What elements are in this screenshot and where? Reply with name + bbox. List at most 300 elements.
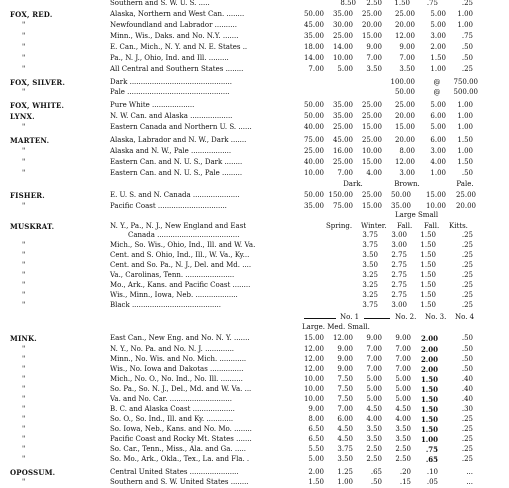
table-row bbox=[0, 111, 509, 122]
price: 1.00 bbox=[420, 435, 438, 444]
price: 7.00 bbox=[395, 365, 411, 373]
price: 5.00 bbox=[430, 10, 446, 18]
ditto: " bbox=[22, 251, 26, 259]
price: 2.50 bbox=[366, 0, 382, 7]
column-heading: No. 2. bbox=[395, 313, 417, 321]
price: 6.00 bbox=[430, 112, 446, 120]
price: 7.00 bbox=[366, 365, 382, 373]
column-heading: Kitts. bbox=[449, 222, 468, 230]
ditto: " bbox=[22, 415, 26, 423]
price: .40 bbox=[461, 395, 473, 403]
price: .15 bbox=[399, 478, 411, 486]
table-row bbox=[0, 157, 509, 168]
table-row bbox=[0, 210, 509, 221]
price: .65 bbox=[425, 455, 438, 464]
region: Va., Carolinas, Tenn. ...................... bbox=[110, 271, 235, 279]
table-row bbox=[0, 9, 509, 20]
section-label: MARTEN. bbox=[10, 136, 50, 145]
table-row bbox=[0, 42, 509, 53]
price: 1.00 bbox=[337, 478, 353, 486]
price: 75.00 bbox=[332, 202, 353, 210]
table-row bbox=[0, 477, 509, 488]
price: 1.00 bbox=[457, 112, 473, 120]
section-label: FOX, WHITE. bbox=[10, 101, 65, 110]
price: 5.00 bbox=[366, 395, 382, 403]
price: 2.50 bbox=[366, 455, 382, 463]
price: 1.50 bbox=[457, 136, 473, 144]
price: 7.50 bbox=[337, 375, 353, 383]
ditto: " bbox=[22, 261, 26, 269]
price: .25 bbox=[461, 0, 473, 7]
price: .25 bbox=[461, 241, 473, 249]
ditto: " bbox=[22, 147, 26, 155]
price: 25.00 bbox=[332, 158, 353, 166]
region: Mich., So. Wis., Ohio, Ind., Ill. and W. Va. bbox=[110, 241, 256, 249]
region: Cent. and So. Pa., N. J., Del. and Md. .... bbox=[110, 261, 252, 269]
table-row bbox=[0, 146, 509, 157]
price: 1.00 bbox=[457, 101, 473, 109]
price: 2.00 bbox=[420, 345, 438, 354]
price: 25.00 bbox=[361, 136, 382, 144]
table-row bbox=[0, 322, 509, 333]
price: ... bbox=[466, 468, 473, 476]
price: 25.00 bbox=[361, 10, 382, 18]
ditto: " bbox=[22, 241, 26, 249]
ditto: " bbox=[22, 123, 26, 131]
table-row bbox=[0, 20, 509, 31]
price: 6.00 bbox=[430, 136, 446, 144]
price: 25.00 bbox=[455, 191, 476, 199]
price: 5.00 bbox=[337, 65, 353, 73]
price: 4.50 bbox=[366, 405, 382, 413]
price: 50.00 bbox=[303, 10, 324, 18]
price: 3.50 bbox=[366, 425, 382, 433]
price: 1.00 bbox=[430, 169, 446, 177]
table-row bbox=[0, 135, 509, 146]
region: Pale .............................................. bbox=[110, 88, 230, 96]
region: Wis., No. Iowa and Dakotas ............... bbox=[110, 365, 244, 373]
price: 1.00 bbox=[457, 10, 473, 18]
ditto: " bbox=[22, 169, 26, 177]
column-heading: Brown. bbox=[394, 180, 420, 188]
price: .25 bbox=[461, 415, 473, 423]
price: .25 bbox=[461, 455, 473, 463]
price: 1.50 bbox=[420, 261, 436, 269]
price: 3.50 bbox=[362, 261, 378, 269]
price: 16.00 bbox=[332, 147, 353, 155]
region: Wis., Minn., Iowa, Neb. ................... bbox=[110, 291, 238, 299]
price: 2.50 bbox=[395, 445, 411, 453]
price: 1.50 bbox=[420, 301, 436, 309]
price: 12.00 bbox=[332, 334, 353, 342]
price: 35.00 bbox=[332, 10, 353, 18]
price: 7.00 bbox=[366, 345, 382, 353]
region: E. Can., Mich., N. Y. and N. E. States .. bbox=[110, 43, 248, 51]
price: .40 bbox=[461, 385, 473, 393]
price: 25.00 bbox=[332, 32, 353, 40]
price: 2.00 bbox=[420, 334, 438, 343]
column-heading: Large Small bbox=[395, 211, 439, 219]
price: 20.00 bbox=[394, 21, 415, 29]
price: 3.25 bbox=[362, 281, 378, 289]
price: 8.00 bbox=[308, 415, 324, 423]
region: Pacific Coast ............................... bbox=[110, 202, 227, 210]
price: 4.00 bbox=[366, 169, 382, 177]
price: 8.50 bbox=[340, 0, 356, 7]
ditto: " bbox=[22, 435, 26, 443]
price: 1.50 bbox=[420, 281, 436, 289]
ditto: " bbox=[22, 365, 26, 373]
price: .05 bbox=[426, 478, 438, 486]
price: 7.00 bbox=[308, 65, 324, 73]
price: 7.50 bbox=[337, 385, 353, 393]
price: 20.00 bbox=[455, 202, 476, 210]
ditto: " bbox=[22, 455, 26, 463]
price: .25 bbox=[461, 65, 473, 73]
price: .10 bbox=[426, 468, 438, 476]
price: 7.00 bbox=[399, 54, 415, 62]
price: 150.00 bbox=[328, 191, 353, 199]
price: 2.50 bbox=[366, 445, 382, 453]
price: .25 bbox=[461, 251, 473, 259]
price: 3.75 bbox=[362, 231, 378, 239]
column-heading: No. 4 bbox=[455, 313, 475, 321]
region: So. Car., Tenn., Miss., Ala. and Ga. ..... bbox=[110, 445, 246, 453]
price: 15.00 bbox=[361, 158, 382, 166]
region: East Can., New Eng. and No. N. Y. ....... bbox=[110, 334, 250, 342]
price: 4.00 bbox=[430, 158, 446, 166]
price: 2.75 bbox=[391, 271, 407, 279]
price: 3.50 bbox=[399, 65, 415, 73]
price: .25 bbox=[461, 435, 473, 443]
price: 1.25 bbox=[337, 468, 353, 476]
price: 6.50 bbox=[308, 425, 324, 433]
price: 3.25 bbox=[362, 291, 378, 299]
price: 25.00 bbox=[361, 191, 382, 199]
price: .50 bbox=[461, 334, 473, 342]
price: 5.00 bbox=[430, 123, 446, 131]
region: Eastern Can. and N. U. S., Dark ........ bbox=[110, 158, 243, 166]
table-row bbox=[0, 87, 509, 98]
ditto: " bbox=[22, 385, 26, 393]
price: .50 bbox=[461, 365, 473, 373]
region: Eastern Canada and Northern U. S. ...... bbox=[110, 123, 252, 131]
price: 7.00 bbox=[366, 54, 382, 62]
price: .50 bbox=[461, 169, 473, 177]
price: 3.50 bbox=[362, 251, 378, 259]
price: 20.00 bbox=[394, 136, 415, 144]
price: 50.00 bbox=[390, 191, 411, 199]
region: Black ........................................ bbox=[110, 301, 221, 309]
price: 3.50 bbox=[366, 435, 382, 443]
price: 2.00 bbox=[430, 43, 446, 51]
price: 1.00 bbox=[457, 21, 473, 29]
ditto: " bbox=[22, 395, 26, 403]
region: N. Y., No. Pa. and No. N. J. ............. bbox=[110, 345, 235, 353]
ditto: " bbox=[22, 158, 26, 166]
price: 2.75 bbox=[391, 251, 407, 259]
price: 3.50 bbox=[395, 435, 411, 443]
price: 7.00 bbox=[366, 355, 382, 363]
price: 9.00 bbox=[337, 345, 353, 353]
price: 1.50 bbox=[430, 54, 446, 62]
price: .25 bbox=[461, 261, 473, 269]
price: .65 bbox=[370, 468, 382, 476]
column-heading: Winter. bbox=[361, 222, 387, 230]
price: 3.50 bbox=[395, 425, 411, 433]
price: 35.00 bbox=[303, 202, 324, 210]
table-row bbox=[0, 122, 509, 133]
price: 4.00 bbox=[366, 415, 382, 423]
region: Central United States ...................... bbox=[110, 468, 239, 476]
price: 25.00 bbox=[332, 123, 353, 131]
price: 9.00 bbox=[337, 365, 353, 373]
price: 1.50 bbox=[420, 271, 436, 279]
table-row bbox=[0, 53, 509, 64]
region: Newfoundland and Labrador .......... bbox=[110, 21, 237, 29]
price: 1.50 bbox=[420, 425, 438, 434]
region: Canada ..................................... bbox=[128, 231, 240, 239]
price: 14.00 bbox=[332, 43, 353, 51]
region: Dark .............................................. bbox=[110, 78, 232, 86]
region: Cent. and S. Ohio, Ind., Ill., W. Va., Ky... bbox=[110, 251, 250, 259]
column-heading: Large. Med. Small. bbox=[302, 323, 370, 331]
price: 7.00 bbox=[395, 345, 411, 353]
ditto: " bbox=[22, 405, 26, 413]
price: 40.00 bbox=[303, 123, 324, 131]
price: 1.50 bbox=[420, 385, 438, 394]
price: 4.50 bbox=[337, 425, 353, 433]
price: 9.00 bbox=[399, 43, 415, 51]
price: 3.75 bbox=[362, 241, 378, 249]
section-label: OPOSSUM. bbox=[10, 468, 56, 477]
price: 5.00 bbox=[366, 375, 382, 383]
ditto: " bbox=[22, 271, 26, 279]
region: Va. and No. Car. ............................ bbox=[110, 395, 232, 403]
region: Alaska, Labrador and N. W., Dark ....... bbox=[110, 136, 247, 144]
region: N. Y., Pa., N. J., New England and East bbox=[110, 222, 247, 230]
region: So. Pa., So. N. J., Del., Md. and W. Va. ... bbox=[110, 385, 252, 393]
price: 35.00 bbox=[390, 202, 411, 210]
price: 50.00 bbox=[303, 101, 324, 109]
region: Mich., No. O., No. Ind., No. Ill. .......... bbox=[110, 375, 243, 383]
price: 2.00 bbox=[420, 355, 438, 364]
price: 45.00 bbox=[303, 21, 324, 29]
region: Pure White ................... bbox=[110, 101, 195, 109]
price: 1.50 bbox=[420, 395, 438, 404]
price: 75.00 bbox=[303, 136, 324, 144]
price: 3.50 bbox=[337, 455, 353, 463]
ditto: " bbox=[22, 291, 26, 299]
price: 2.75 bbox=[391, 291, 407, 299]
price: 500.00 bbox=[453, 88, 478, 96]
ditto: " bbox=[22, 65, 26, 73]
price: 9.00 bbox=[366, 43, 382, 51]
price: 1.50 bbox=[394, 0, 410, 7]
price: 3.50 bbox=[366, 65, 382, 73]
column-heading: No. 3. bbox=[425, 313, 447, 321]
price: .25 bbox=[461, 445, 473, 453]
price: .25 bbox=[461, 425, 473, 433]
ditto: " bbox=[22, 375, 26, 383]
price: 10.00 bbox=[361, 147, 382, 155]
price: 7.00 bbox=[395, 355, 411, 363]
region: B. C. and Alaska Coast ................... bbox=[110, 405, 235, 413]
price: 15.00 bbox=[303, 334, 324, 342]
price: .75 bbox=[461, 32, 473, 40]
section-label: FOX, RED. bbox=[10, 10, 53, 19]
price: 10.00 bbox=[303, 395, 324, 403]
price: 20.00 bbox=[361, 21, 382, 29]
price: ... bbox=[466, 478, 473, 486]
section-label: LYNX. bbox=[10, 112, 35, 121]
region: So. O., So. Ind., Ill. and Ky. ............ bbox=[110, 415, 234, 423]
price: .20 bbox=[399, 468, 411, 476]
price: 2.00 bbox=[308, 468, 324, 476]
region: Pacific Coast and Rocky Mt. States ....... bbox=[110, 435, 252, 443]
price: .75 bbox=[425, 445, 438, 454]
section-label: FOX, SILVER. bbox=[10, 78, 66, 87]
ditto: " bbox=[22, 54, 26, 62]
column-heading: Spring. bbox=[326, 222, 353, 230]
ditto: " bbox=[22, 301, 26, 309]
price: 3.00 bbox=[391, 241, 407, 249]
price: 15.00 bbox=[425, 191, 446, 199]
price: 50.00 bbox=[303, 191, 324, 199]
ditto: " bbox=[22, 21, 26, 29]
table-row bbox=[0, 168, 509, 179]
price: 1.00 bbox=[430, 65, 446, 73]
price: 25.00 bbox=[394, 10, 415, 18]
price: 12.00 bbox=[394, 32, 415, 40]
table-row bbox=[0, 0, 509, 9]
price: 18.00 bbox=[303, 43, 324, 51]
price: 1.50 bbox=[420, 231, 436, 239]
price: 12.00 bbox=[394, 158, 415, 166]
price: 2.50 bbox=[395, 455, 411, 463]
table-row bbox=[0, 190, 509, 201]
price: 1.50 bbox=[420, 405, 438, 414]
price: 7.00 bbox=[337, 169, 353, 177]
region: Pa., N. J., Ohio, Ind. and Ill. ......... bbox=[110, 54, 229, 62]
ditto: " bbox=[22, 32, 26, 40]
region: Alaska, Northern and West Can. ........ bbox=[110, 10, 245, 18]
price: 1.50 bbox=[457, 158, 473, 166]
price: 4.00 bbox=[395, 415, 411, 423]
price: 4.50 bbox=[337, 435, 353, 443]
price: 1.50 bbox=[420, 251, 436, 259]
price: 12.00 bbox=[303, 355, 324, 363]
ditto: " bbox=[22, 478, 26, 486]
region: Southern and S. W. U. S. ..... bbox=[110, 0, 210, 7]
price: 5.50 bbox=[308, 445, 324, 453]
price: .50 bbox=[461, 54, 473, 62]
price: 9.00 bbox=[308, 405, 324, 413]
price: 5.00 bbox=[308, 455, 324, 463]
price: 15.00 bbox=[394, 123, 415, 131]
price: 5.00 bbox=[366, 385, 382, 393]
price: 750.00 bbox=[453, 78, 478, 86]
price: 3.75 bbox=[362, 301, 378, 309]
price: 10.00 bbox=[332, 54, 353, 62]
table-row bbox=[0, 454, 509, 465]
price: 30.00 bbox=[332, 21, 353, 29]
price: .40 bbox=[461, 375, 473, 383]
price: 12.00 bbox=[303, 365, 324, 373]
price: 2.75 bbox=[391, 281, 407, 289]
price: 10.00 bbox=[425, 202, 446, 210]
price: .25 bbox=[461, 231, 473, 239]
ditto: " bbox=[22, 202, 26, 210]
region: So. Mo., Ark., Okla., Tex., La. and Fla. . bbox=[110, 455, 250, 463]
price: 50.00 bbox=[394, 88, 415, 96]
region: Eastern Can. and N. U. S., Pale ......... bbox=[110, 169, 243, 177]
table-row bbox=[0, 100, 509, 111]
price: 9.00 bbox=[395, 334, 411, 342]
price: 9.00 bbox=[366, 334, 382, 342]
table-row bbox=[0, 179, 509, 190]
region: So. Iowa, Neb., Kans. and No. Mo. ........ bbox=[110, 425, 252, 433]
region: N. W. Can. and Alaska ................... bbox=[110, 112, 233, 120]
region: Alaska and N. W., Pale .................. bbox=[110, 147, 232, 155]
price: .75 bbox=[426, 0, 438, 7]
section-label: MINK. bbox=[10, 334, 37, 343]
price: 1.50 bbox=[420, 415, 438, 424]
column-heading: Fall. bbox=[397, 222, 413, 230]
price: 20.00 bbox=[394, 112, 415, 120]
table-row bbox=[0, 300, 509, 311]
region: Minn., No. Wis. and No. Mich. ............ bbox=[110, 355, 247, 363]
price: 15.00 bbox=[361, 32, 382, 40]
column-heading: Pale. bbox=[456, 180, 474, 188]
price: 10.00 bbox=[303, 169, 324, 177]
price: .25 bbox=[461, 271, 473, 279]
price: 25.00 bbox=[361, 112, 382, 120]
price: 1.50 bbox=[308, 478, 324, 486]
price: 3.00 bbox=[399, 169, 415, 177]
price: 5.00 bbox=[395, 385, 411, 393]
price: .50 bbox=[461, 355, 473, 363]
ditto: " bbox=[22, 355, 26, 363]
price: 5.00 bbox=[395, 395, 411, 403]
column-heading: Fall. bbox=[424, 222, 440, 230]
price: 7.50 bbox=[337, 395, 353, 403]
at-sign: @ bbox=[433, 78, 441, 86]
ditto: " bbox=[22, 425, 26, 433]
price: 1.00 bbox=[457, 123, 473, 131]
column-heading: Dark. bbox=[343, 180, 363, 188]
table-row bbox=[0, 64, 509, 75]
price: 4.50 bbox=[395, 405, 411, 413]
price: .25 bbox=[461, 301, 473, 309]
at-sign: @ bbox=[433, 88, 441, 96]
price: 10.00 bbox=[303, 385, 324, 393]
price: 15.00 bbox=[361, 123, 382, 131]
region: Mo., Ark., Kans. and Pacific Coast ........ bbox=[110, 281, 251, 289]
price: 2.75 bbox=[391, 261, 407, 269]
price: 9.00 bbox=[337, 355, 353, 363]
table-row bbox=[0, 31, 509, 42]
ditto: " bbox=[22, 345, 26, 353]
region: E. U. S. and N. Canada ..................... bbox=[110, 191, 240, 199]
price: 1.00 bbox=[457, 147, 473, 155]
price: .25 bbox=[461, 281, 473, 289]
price: 3.00 bbox=[391, 301, 407, 309]
price: 5.00 bbox=[395, 375, 411, 383]
price: 7.00 bbox=[337, 405, 353, 413]
section-label: FISHER. bbox=[10, 191, 45, 200]
price: .30 bbox=[461, 405, 473, 413]
